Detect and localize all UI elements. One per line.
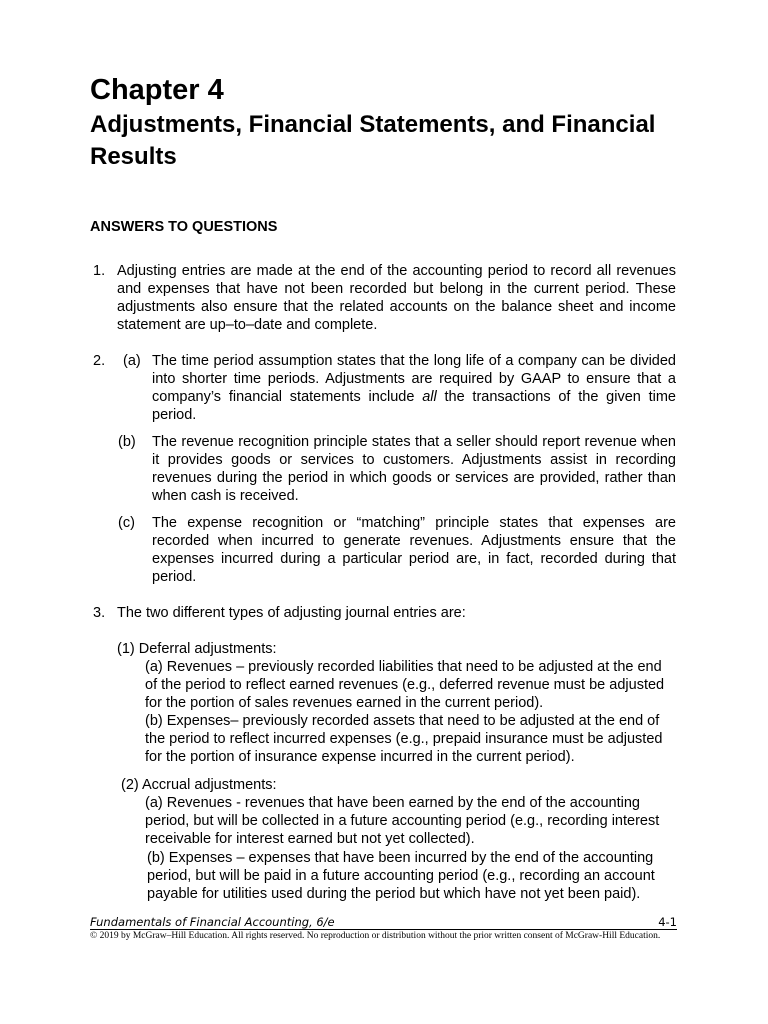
sub-item-label: (a) (123, 353, 141, 369)
sub-item-b-text: The revenue recognition principle states that a seller should report revenue when it provides goods or services to customers. Adjustments assist in recording revenues during the period in which goods or services are provided, rather than when cash is received. (152, 434, 676, 505)
accrual-heading: (2) Accrual adjustments: (121, 777, 277, 793)
footer-copyright: © 2019 by McGraw–Hill Education. All rights reserved. No reproduction or distribution without the prior written consent of McGraw-Hill Education. (90, 931, 661, 941)
answer-text: Adjusting entries are made at the end of the accounting period to record all revenues and expenses that have not been recorded but belong in the current period. These adjustments also ensure that the related accounts on the balance sheet and income statement are up–to–date and complete. (117, 263, 676, 334)
question-number: 1. (93, 263, 106, 279)
sub-item-label: (c) (118, 515, 135, 531)
section-heading: ANSWERS TO QUESTIONS (90, 219, 278, 235)
chapter-title: Chapter 4 (90, 74, 224, 106)
question-number: 3. (93, 605, 106, 621)
deferral-expenses: (b) Expenses– previously recorded assets that need to be adjusted at the end of the period to reflect incurred expenses (e.g., prepaid insurance must be adjusted for the portion of insurance expense incurred in the current period). (145, 713, 663, 766)
footer-page-number: 4-1 (658, 915, 677, 929)
emphasis-text: all (422, 389, 437, 406)
deferral-revenues: (a) Revenues – previously recorded liabilities that need to be adjusted at the end of the period to reflect earned revenues (e.g., deferred revenue must be adjusted for the portion of sales revenues earned in the current period). (145, 659, 665, 712)
answer-intro: The two different types of adjusting journal entries are: (117, 605, 466, 621)
chapter-subtitle: Adjustments, Financial Statements, and Financial Results (90, 111, 656, 170)
accrual-revenues: (a) Revenues - revenues that have been earned by the end of the accounting period, but will be collected in a future accounting period (e.g., recording interest receivable for interest earned but not yet collected). (145, 795, 660, 848)
footer-divider (90, 929, 677, 930)
question-number: 2. (93, 353, 106, 369)
sub-item-c-text: The expense recognition or “matching” principle states that expenses are recorded when incurred to generate revenues. Adjustments ensure that the expenses incurred during a particular period are, in fact, recorded during that period. (152, 515, 676, 586)
deferral-heading: (1) Deferral adjustments: (117, 641, 277, 657)
sub-item-a-text: The time period assumption states that the long life of a company can be divided into shorter time periods. Adjustments are required by GAAP to ensure that a company’s financial statements include all the transactions of the given time period. (152, 353, 676, 424)
sub-item-label: (b) (118, 434, 136, 450)
accrual-expenses: (b) Expenses – expenses that have been incurred by the end of the accounting period, but will be paid in a future accounting period (e.g., recording an account payable for utilities used during the period but which have not yet been paid). (147, 850, 655, 903)
footer-book-title: Fundamentals of Financial Accounting, 6/e (90, 915, 335, 929)
